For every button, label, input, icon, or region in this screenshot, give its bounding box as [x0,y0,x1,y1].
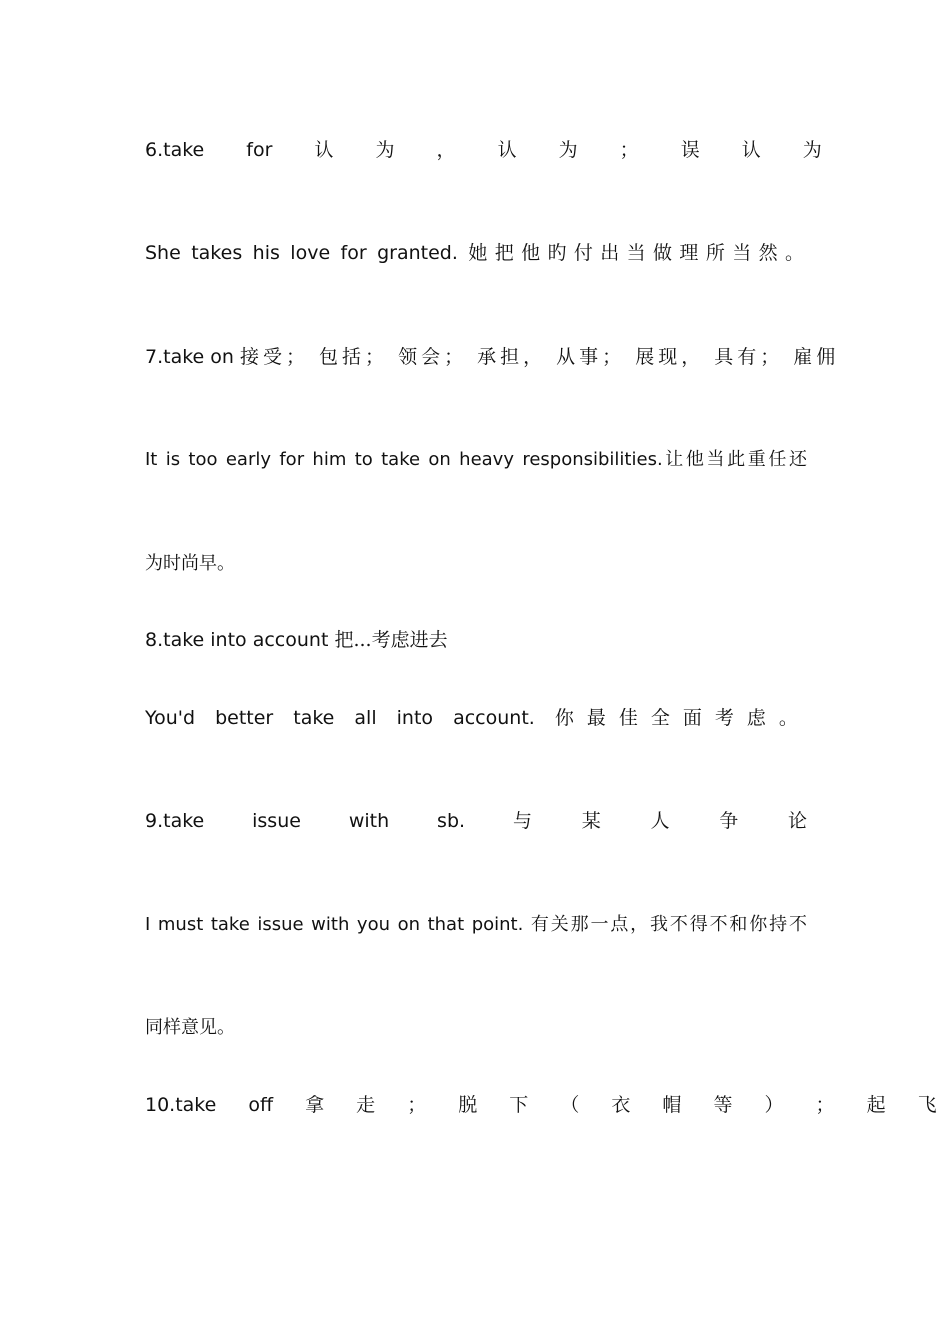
phrase-meaning: 拿 走 ； 脱 下 （ 衣 帽 等 ） ； 起 飞 [305,1094,937,1116]
example-translation: 你最佳全面考虑。 [554,707,811,729]
example-translation: 有关那一点，我不得不和你持不 [530,914,807,935]
example-sentence [145,706,811,730]
entry-heading [145,1093,937,1117]
example-translation: 她把他旳付出当做理所当然。 [468,242,807,264]
example-sentence [145,913,807,937]
example-translation: 让他当此重任还 [662,449,807,470]
phrase-meaning: 认 为 ， 认 为 ； 误 认 为 [314,139,822,161]
phrase-title: 10.take off [145,1094,274,1116]
translation-continuation: 同样意见。 [145,1017,235,1038]
example-english: You'd better take all into account. [145,707,535,729]
example-english: I must take issue with you on that point. [145,914,524,935]
translation-continuation: 为时尚早。 [145,553,235,574]
example-sentence [145,448,807,472]
entry-heading [145,138,822,162]
example-sentence [145,241,807,265]
phrase-meaning: 与 某 人 争 论 [512,810,807,832]
entry-heading [145,809,807,833]
phrase-title: 6.take for [145,139,273,161]
example-english: It is too early for him to take on heavy responsibilities. [145,449,663,470]
example-english: She takes his love for granted. [145,242,458,264]
phrase-meaning: 接受； 包括； 领会； 承担， 从事； 展现， 具有； 雇佣 [240,346,840,368]
entry-heading [145,345,840,369]
phrase-meaning: 把...考虑进去 [334,629,448,651]
entry-heading [145,628,807,652]
phrase-title: 7.take on [145,346,234,368]
phrase-title: 8.take into account [145,629,329,651]
phrase-title: 9.take issue with sb. [145,810,466,832]
